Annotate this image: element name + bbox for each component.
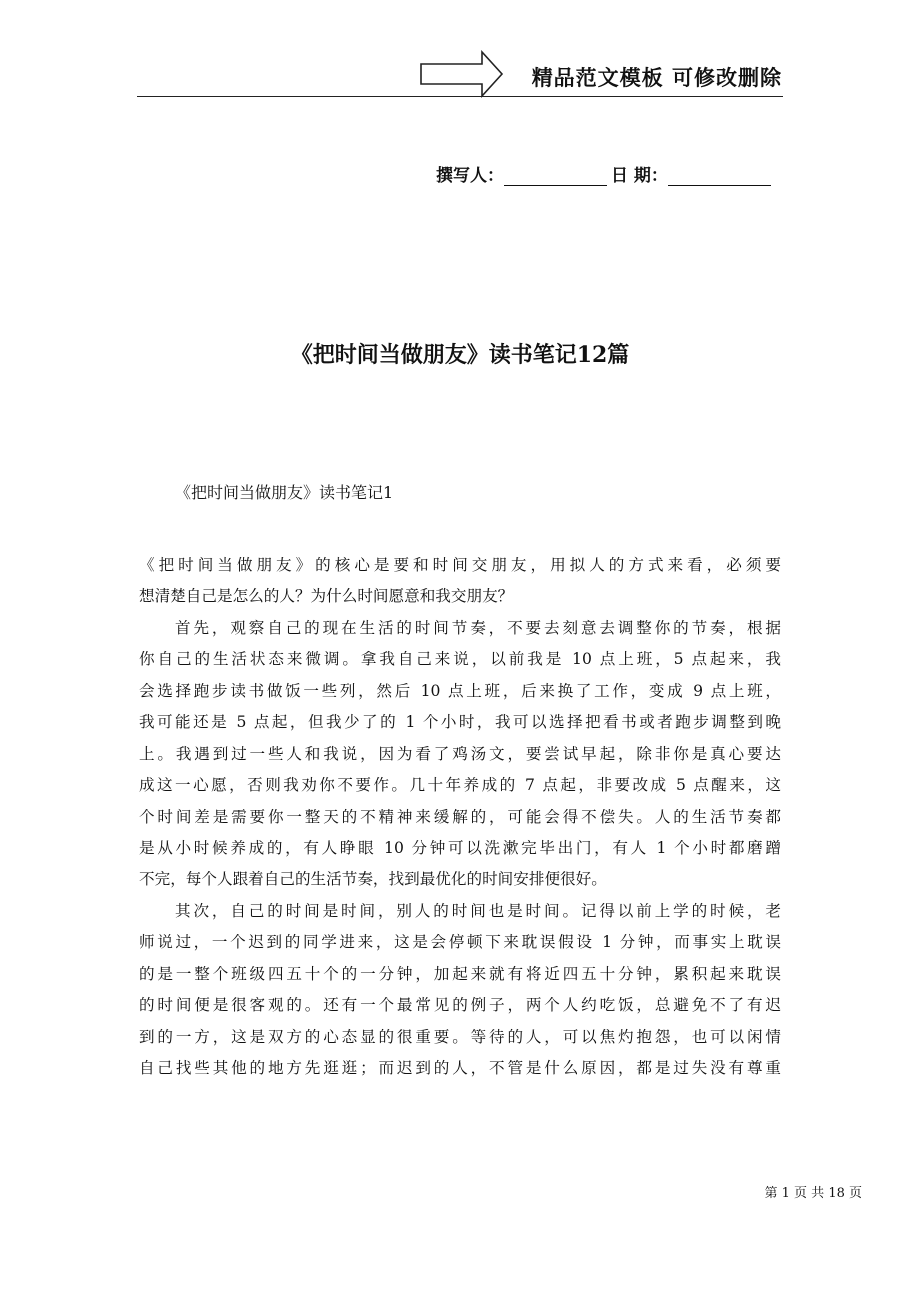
author-label: 撰写人：: [436, 166, 504, 186]
text-line: 你自己的生活状态来微调。拿我自己来说，以前我是 10 点上班，5 点起来，我: [139, 650, 781, 669]
section-title: 《把时间当做朋友》读书笔记1: [175, 483, 394, 502]
text-line: 会选择跑步读书做饭一些列，然后 10 点上班，后来换了工作，变成 9 点上班，: [139, 681, 781, 700]
author-blank: [504, 167, 607, 186]
text-line: 到的一方，这是双方的心态显的很重要。等待的人，可以焦灼抱怨，也可以闲情: [139, 1027, 781, 1046]
arrow-icon: [420, 50, 504, 98]
text-line: 个时间差是需要你一整天的不精神来缓解的，可能会得不偿失。人的生活节奏都: [139, 807, 781, 826]
text-line: 上。我遇到过一些人和我说，因为看了鸡汤文，要尝试早起，除非你是真心要达: [139, 744, 781, 763]
text-line: 不完，每个人跟着自己的生活节奏，找到最优化的时间安排便很好。: [139, 870, 607, 889]
body-text: [139, 550, 781, 1084]
author-date-line: [436, 160, 771, 186]
text-line: 《把时间当做朋友》的核心是要和时间交朋友，用拟人的方式来看，必须要: [139, 556, 781, 574]
date-blank: [668, 167, 771, 186]
text-line: 是从小时候养成的，有人睁眼 10 分钟可以洗漱完毕出门，有人 1 个小时都磨蹭: [139, 838, 781, 857]
text-line: 我可能还是 5 点起，但我少了的 1 个小时，我可以选择把看书或者跑步调整到晚: [139, 713, 781, 732]
text-line: 想清楚自己是怎么的人？为什么时间愿意和我交朋友？: [139, 587, 514, 606]
text-line: 成这一心愿，否则我劝你不要作。几十年养成的 7 点起，非要改成 5 点醒来，这: [139, 776, 781, 795]
text-line: 的是一整个班级四五十个的一分钟，加起来就有将近四五十分钟，累积起来耽误: [139, 964, 781, 983]
text-line: 的时间便是很客观的。还有一个最常见的例子，两个人约吃饭，总避免不了有迟: [139, 996, 781, 1015]
page-number: 第 1 页 共 18 页: [764, 1186, 862, 1201]
text-line: 自己找些其他的地方先逛逛；而迟到的人，不管是什么原因，都是过失没有尊重: [139, 1059, 781, 1077]
text-line: 其次，自己的时间是时间，别人的时间也是时间。记得以前上学的时候，老: [175, 901, 781, 920]
document-title: 《把时间当做朋友》读书笔记12篇: [290, 342, 630, 368]
header-title: 精品范文模板 可修改删除: [531, 66, 782, 90]
text-line: 师说过，一个迟到的同学进来，这是会停顿下来耽误假设 1 分钟，而事实上耽误: [139, 933, 781, 952]
text-line: 首先，观察自己的现在生活的时间节奏，不要去刻意去调整你的节奏，根据: [175, 618, 781, 637]
header-divider: [137, 96, 783, 97]
date-label: 日 期：: [611, 166, 668, 186]
